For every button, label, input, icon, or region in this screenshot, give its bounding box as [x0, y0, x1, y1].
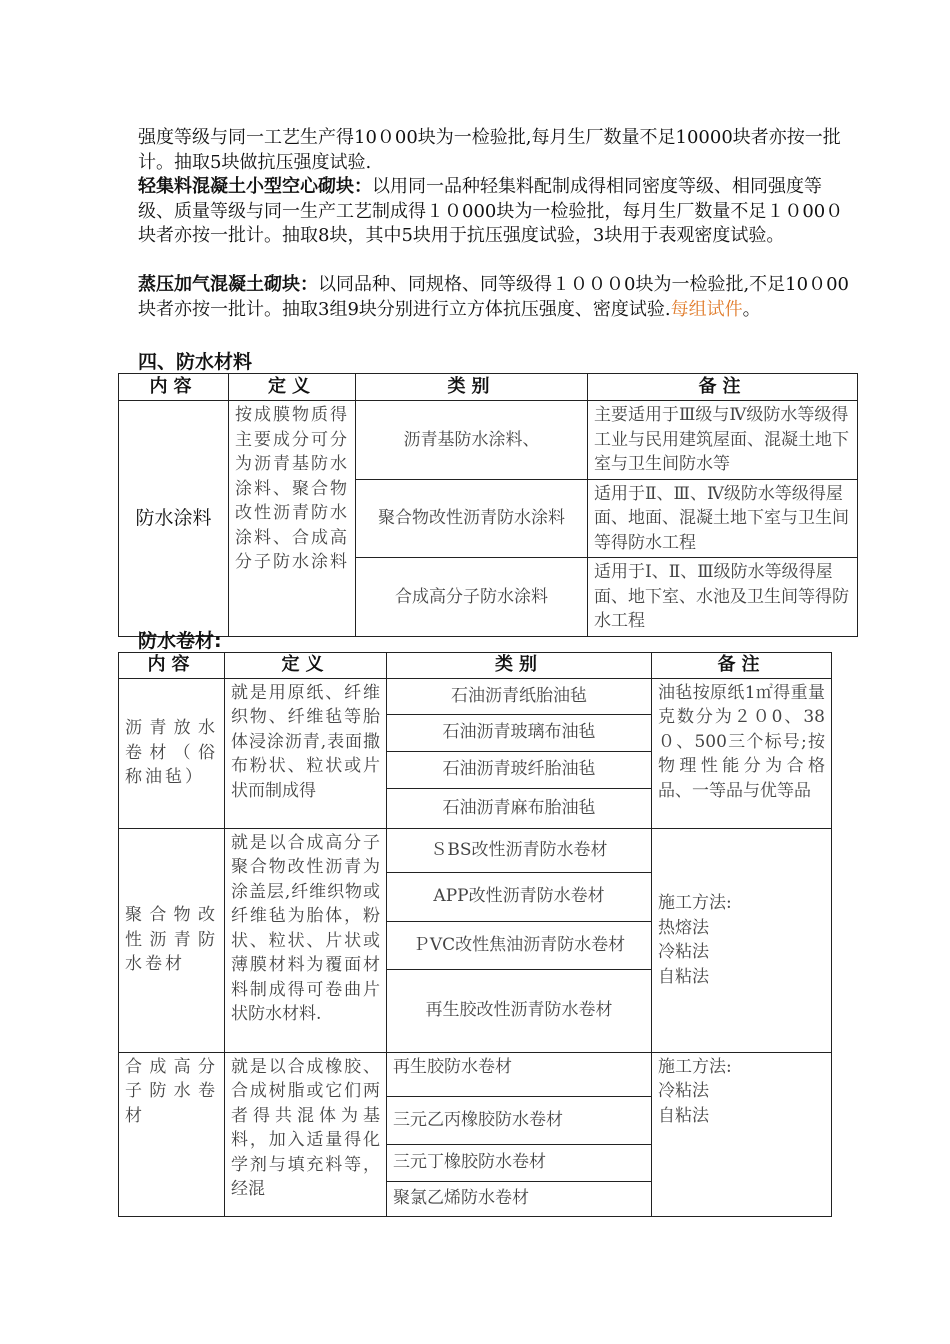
paragraph-block-strength — [138, 126, 850, 175]
note-line: 自粘法 — [658, 1105, 709, 1126]
table-row — [119, 401, 858, 480]
category-cell: 再生胶防水卷材 — [387, 1052, 652, 1096]
rolls-heading: 防水卷材: — [138, 630, 222, 652]
note-cell: 油毡按原纸1㎡得重量克数分为２０0、38０、500三个标号;按物理性能分为合格品、一等品与优等品 — [652, 678, 832, 828]
rolls-table — [118, 652, 832, 1217]
definition-cell: 就是以合成橡胶、合成树脂或它们两者得共混体为基料，加入适量得化学剂与填充料等，经混 — [225, 1052, 387, 1216]
paragraph-text: 以同品种、同规格、同等级得１０００0块为一检验批,不足10０00块者亦按一批计。抽取3组9块分别进行立方体抗压强度、密度试验. — [138, 274, 849, 320]
table-header-row — [119, 374, 858, 401]
header-content: 内容 — [119, 374, 229, 401]
paragraph-end: 。 — [742, 298, 761, 320]
section-heading: 四、防水材料 — [138, 351, 253, 373]
header-category: 类别 — [356, 374, 588, 401]
header-category: 类别 — [387, 653, 652, 679]
content-cell: 防水涂料 — [119, 401, 229, 637]
content-cell: 聚合物改性沥青防水卷材 — [119, 828, 225, 1052]
table-row — [119, 828, 832, 872]
category-cell: 三元丁橡胶防水卷材 — [387, 1144, 652, 1181]
category-cell: 聚合物改性沥青防水涂料 — [356, 479, 588, 558]
category-cell: APP改性沥青防水卷材 — [387, 872, 652, 921]
note-title: 施工方法: — [658, 1056, 732, 1077]
category-cell: 石油沥青玻纤胎油毡 — [387, 751, 652, 788]
note-cell: 主要适用于Ⅲ级与Ⅳ级防水等级得工业与民用建筑屋面、混凝土地下室与卫生间防水等 — [588, 401, 858, 480]
category-cell: 沥青基防水涂料、 — [356, 401, 588, 480]
category-cell: 三元乙丙橡胶防水卷材 — [387, 1096, 652, 1144]
definition-cell: 按成膜物质得主要成分可分为沥青基防水涂料、聚合物改性沥青防水涂料、合成高分子防水涂料 — [229, 401, 356, 637]
category-cell: 再生胶改性沥青防水卷材 — [387, 969, 652, 1052]
category-cell: 石油沥青纸胎油毡 — [387, 678, 652, 714]
definition-cell: 就是以合成高分子聚合物改性沥青为涂盖层,纤维织物或纤维毡为胎体，粉状、粒状、片状或薄膜材料为覆面材料制成得可卷曲片状防水材料. — [225, 828, 387, 1052]
note-title: 施工方法: — [658, 893, 732, 913]
paragraph-text: 以用同一品种轻集料配制成得相同密度等级、相同强度等级、质量等级与同一生产工艺制成得１０000块为一检验批，每月生厂数量不足１０00０块者亦按一批计。抽取8块，其中5块用于抗压强度试验，3块用于表观密度试验。 — [138, 176, 844, 246]
content-cell: 合成高分子防水卷材 — [119, 1052, 225, 1216]
note-cell: 适用于Ⅰ、Ⅱ、Ⅲ级防水等级得屋面、地下室、水池及卫生间等得防水工程 — [588, 558, 858, 637]
paragraph-title: 轻集料混凝土小型空心砌块： — [138, 176, 372, 197]
definition-cell: 就是用原纸、纤维织物、纤维毡等胎体浸涂沥青,表面撒布粉状、粒状或片状而制成得 — [225, 678, 387, 828]
category-cell: 聚氯乙烯防水卷材 — [387, 1181, 652, 1216]
category-cell: ＰVC改性焦油沥青防水卷材 — [387, 921, 652, 969]
table-row — [119, 1052, 832, 1096]
paragraph-aerated-block — [138, 273, 850, 322]
category-cell: ＳBS改性沥青防水卷材 — [387, 828, 652, 872]
table-row — [119, 678, 832, 714]
paragraph-lightweight-block — [138, 175, 850, 249]
note-line: 自粘法 — [658, 966, 709, 987]
category-cell: 石油沥青玻璃布油毡 — [387, 714, 652, 751]
coating-table — [118, 373, 858, 637]
header-note: 备注 — [652, 653, 832, 679]
note-line: 热熔法 — [658, 917, 709, 938]
header-definition: 定义 — [229, 374, 356, 401]
highlight-text: 每组试件 — [670, 298, 743, 320]
paragraph-text: 强度等级与同一工艺生产得10０00块为一检验批,每月生厂数量不足10000块者亦按一批计。抽取5块做抗压强度试验. — [138, 127, 841, 173]
note-line: 冷粘法 — [658, 942, 709, 962]
table-header-row — [119, 653, 832, 679]
note-cell — [652, 828, 832, 1052]
category-cell: 石油沥青麻布胎油毡 — [387, 788, 652, 828]
category-cell: 合成高分子防水涂料 — [356, 558, 588, 637]
header-note: 备注 — [588, 374, 858, 401]
header-content: 内容 — [119, 653, 225, 679]
note-cell — [652, 1052, 832, 1216]
paragraph-title: 蒸压加气混凝土砌块： — [138, 274, 318, 295]
header-definition: 定义 — [225, 653, 387, 679]
note-line: 冷粘法 — [658, 1081, 709, 1101]
note-cell: 适用于Ⅱ、Ⅲ、Ⅳ级防水等级得屋面、地面、混凝土地下室与卫生间等得防水工程 — [588, 479, 858, 558]
content-cell: 沥青放水卷材（俗称油毡） — [119, 678, 225, 828]
